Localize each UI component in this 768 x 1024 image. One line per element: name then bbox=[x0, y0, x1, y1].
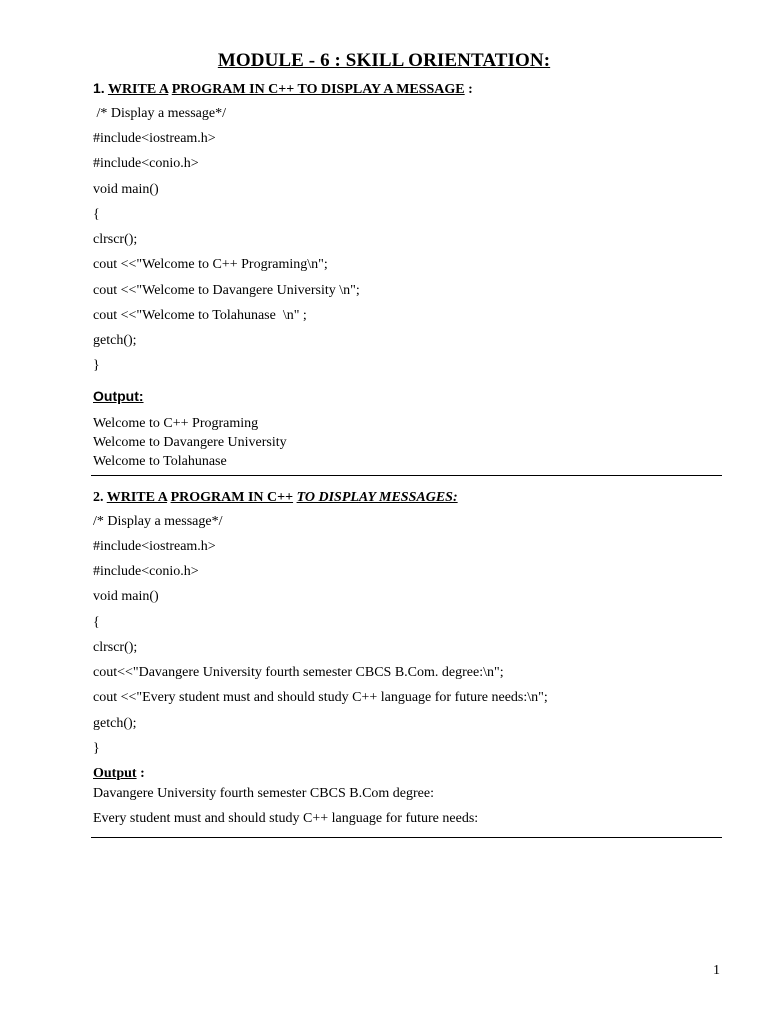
section-2-output-label-text: Output bbox=[93, 766, 137, 781]
output-line: Davangere University fourth semester CBCS B.Com degree: bbox=[93, 786, 434, 801]
code-line: clrscr(); bbox=[93, 640, 138, 655]
output-line: Every student must and should study C++ language for future needs: bbox=[93, 811, 479, 826]
section-2-heading-part2: PROGRAM IN C++ bbox=[170, 490, 294, 505]
code-line: /* Display a message*/ bbox=[93, 514, 223, 529]
code-line: getch(); bbox=[93, 716, 137, 731]
code-line: } bbox=[93, 741, 100, 756]
output-line: Welcome to Davangere University bbox=[93, 435, 287, 450]
code-line: #include<iostream.h> bbox=[93, 131, 216, 146]
code-line: cout <<"Welcome to Davangere University \n"; bbox=[93, 283, 360, 298]
code-line: getch(); bbox=[93, 333, 137, 348]
code-line: cout<<"Davangere University fourth semester CBCS B.Com. degree:\n"; bbox=[93, 665, 504, 680]
code-line: #include<iostream.h> bbox=[93, 539, 216, 554]
code-line: void main() bbox=[93, 589, 159, 604]
section-2-output-label-suffix: : bbox=[136, 766, 145, 781]
section-1-heading-part2: PROGRAM IN C++ TO DISPLAY A MESSAGE bbox=[171, 82, 465, 97]
code-line: cout <<"Welcome to Tolahunase \n" ; bbox=[93, 308, 307, 323]
section-2-number: 2. bbox=[93, 490, 104, 505]
code-line: /* Display a message*/ bbox=[93, 106, 226, 121]
section-1-number: 1. bbox=[93, 80, 105, 96]
section-1-heading-part1: WRITE A bbox=[107, 82, 169, 97]
section-2-output-label bbox=[93, 766, 145, 782]
code-line: { bbox=[93, 207, 100, 222]
output-line: Welcome to Tolahunase bbox=[93, 454, 227, 469]
code-line: #include<conio.h> bbox=[93, 564, 199, 579]
code-line: } bbox=[93, 358, 100, 373]
section-2-heading-part3: TO DISPLAY MESSAGES: bbox=[296, 490, 458, 505]
output-line: Welcome to C++ Programing bbox=[93, 416, 259, 431]
section-2-heading-part1: WRITE A bbox=[106, 490, 168, 505]
page-title: MODULE - 6 : SKILL ORIENTATION: bbox=[217, 50, 551, 71]
code-line: void main() bbox=[93, 182, 159, 197]
code-line: { bbox=[93, 615, 100, 630]
code-line: cout <<"Welcome to C++ Programing\n"; bbox=[93, 257, 328, 272]
section-1-heading bbox=[93, 80, 473, 98]
code-line: clrscr(); bbox=[93, 232, 138, 247]
section-divider bbox=[91, 837, 722, 838]
code-line: #include<conio.h> bbox=[93, 156, 199, 171]
page-number: 1 bbox=[713, 963, 720, 978]
section-1-output-label: Output: bbox=[93, 388, 144, 404]
section-2-heading bbox=[93, 490, 458, 506]
section-1-heading-suffix: : bbox=[464, 82, 473, 97]
section-divider bbox=[91, 475, 722, 476]
code-line: cout <<"Every student must and should study C++ language for future needs:\n"; bbox=[93, 690, 548, 705]
